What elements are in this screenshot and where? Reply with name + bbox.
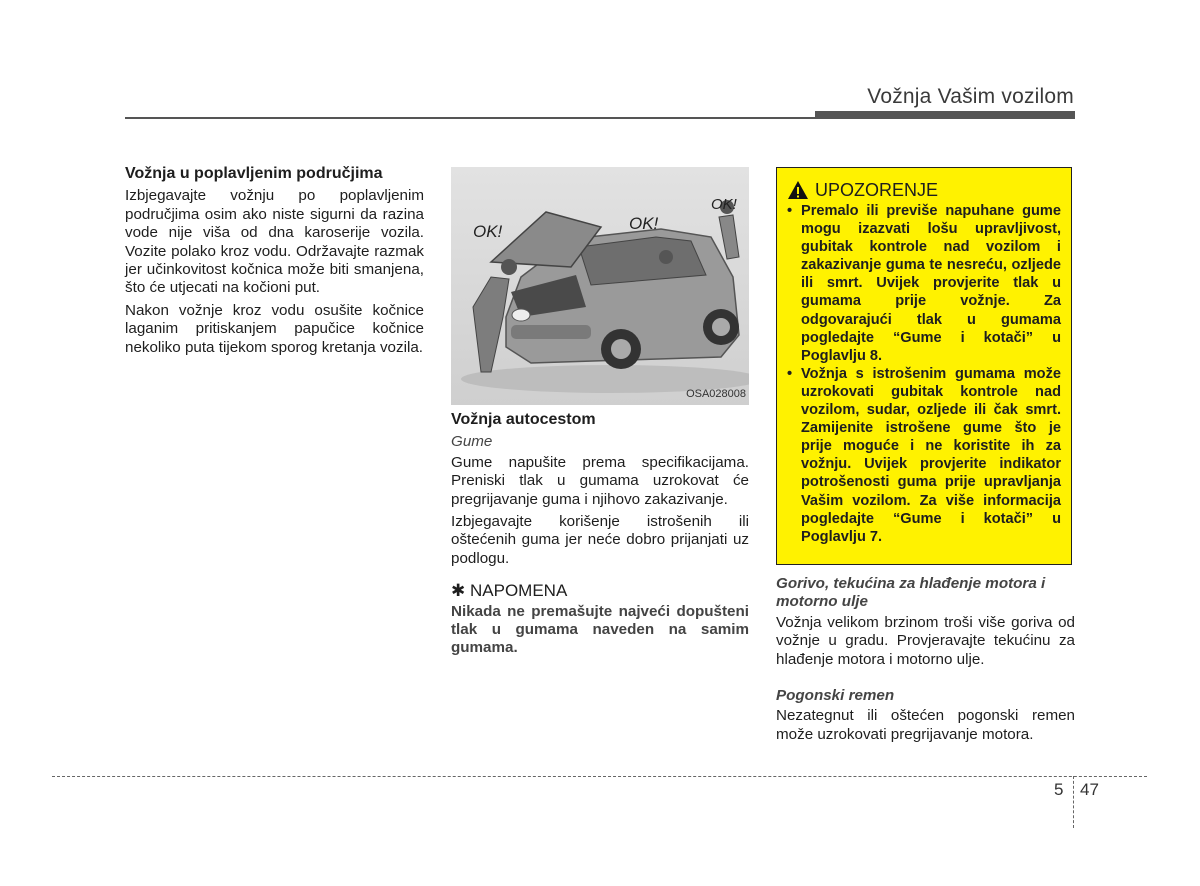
column-middle bbox=[451, 167, 749, 658]
flood-heading: Vožnja u poplavljenim područjima bbox=[125, 165, 383, 182]
warning-title-text: UPOZORENJE bbox=[815, 179, 939, 200]
car-illustration-svg bbox=[451, 167, 749, 405]
column-right bbox=[776, 167, 1075, 748]
warning-item-2: • Vožnja s istrošenim gumama može uzrokovati gubitak kontrole nad vozilom, sudar, ozljede ili čak smrt. Zamijenite istrošene gume što je prije moguće i ne koristite ih za vožnju. Uvijek provjerite indikator potrošenosti guma prije upravljanja Vašim vozilom. Za više informacija pogledajte “Gume i kotači” u Poglavlju 7. bbox=[787, 365, 1061, 546]
note-title-text: NAPOMENA bbox=[469, 581, 568, 601]
note-body: Nikada ne premašujte najveći dopušteni tlak u gumama naveden na samim gumama. bbox=[451, 602, 749, 657]
fuel-subheading: Gorivo, tekućina za hlađenje motora i motorno ulje bbox=[776, 575, 1046, 611]
note-star-icon: ✱ bbox=[451, 581, 466, 601]
tires-paragraph-1: Gume napušite prema specifikacijama. Preniski tlak u gumama uzrokovat će pregrijavanje guma i njihovo zakazivanje. bbox=[451, 453, 749, 508]
warning-item-1: • Premalo ili previše napuhane gume mogu izazvati lošu upravljivost, gubitak kontrole nad vozilom i zakazivanje guma te nesreću, ozljede ili smrt. Uvijek provjerite tlak u gumama prije vožnje. Za odgovarajući tlak u gumama pogledajte “Gume i kotači” u Poglavlju 8. bbox=[787, 202, 1061, 365]
ok-bubble-3: OK! bbox=[711, 196, 737, 213]
page-header-title: Vožnja Vašim vozilom bbox=[867, 85, 1074, 108]
header-rule-thick bbox=[815, 111, 1075, 119]
ok-bubble-1: OK! bbox=[473, 222, 503, 241]
note-title bbox=[451, 582, 749, 600]
illustration-code: OSA028008 bbox=[686, 387, 746, 400]
section-number: 5 bbox=[1054, 780, 1064, 799]
belt-subheading: Pogonski remen bbox=[776, 687, 895, 705]
belt-paragraph: Nezategnut ili oštećen pogonski remen može uzrokovati pregrijavanje motora. bbox=[776, 707, 1075, 743]
ok-bubble-2: OK! bbox=[629, 214, 659, 233]
tires-paragraph-2: Izbjegavajte korišenje istrošenih ili oštećenih guma jer neće dobro prijanjati uz podlogu. bbox=[451, 513, 749, 567]
car-inspection-illustration bbox=[451, 167, 749, 405]
footer-dashed-rule bbox=[52, 776, 1147, 777]
header-rule-thin bbox=[125, 117, 815, 119]
warning-title bbox=[787, 180, 1061, 200]
flood-paragraph-2: Nakon vožnje kroz vodu osušite kočnice laganim pritiskanjem papučice kočnice nekoliko puta tijekom sporog kretanja vozila. bbox=[125, 301, 424, 356]
warning-box bbox=[776, 167, 1072, 565]
footer-vertical-dash bbox=[1073, 776, 1074, 828]
highway-heading: Vožnja autocestom bbox=[451, 411, 596, 428]
page-number: 47 bbox=[1080, 780, 1099, 799]
warning-triangle-icon bbox=[787, 180, 809, 200]
tires-subheading: Gume bbox=[451, 433, 493, 451]
fuel-paragraph: Vožnja velikom brzinom troši više goriva od vožnje u gradu. Provjeravajte tekućinu za hlađenje motora i motorno ulje. bbox=[776, 613, 1075, 668]
column-left bbox=[125, 165, 424, 361]
flood-paragraph-1: Izbjegavajte vožnju po poplavljenim područjima osim ako niste sigurni da razina vode nije viša od dna karoserije vozila. Vozite polako kroz vodu. Održavajte razmak jer učinkovitost kočnica može biti smanjena, što će utjecati na kočioni put. bbox=[125, 187, 424, 297]
warning-list bbox=[787, 202, 1061, 546]
